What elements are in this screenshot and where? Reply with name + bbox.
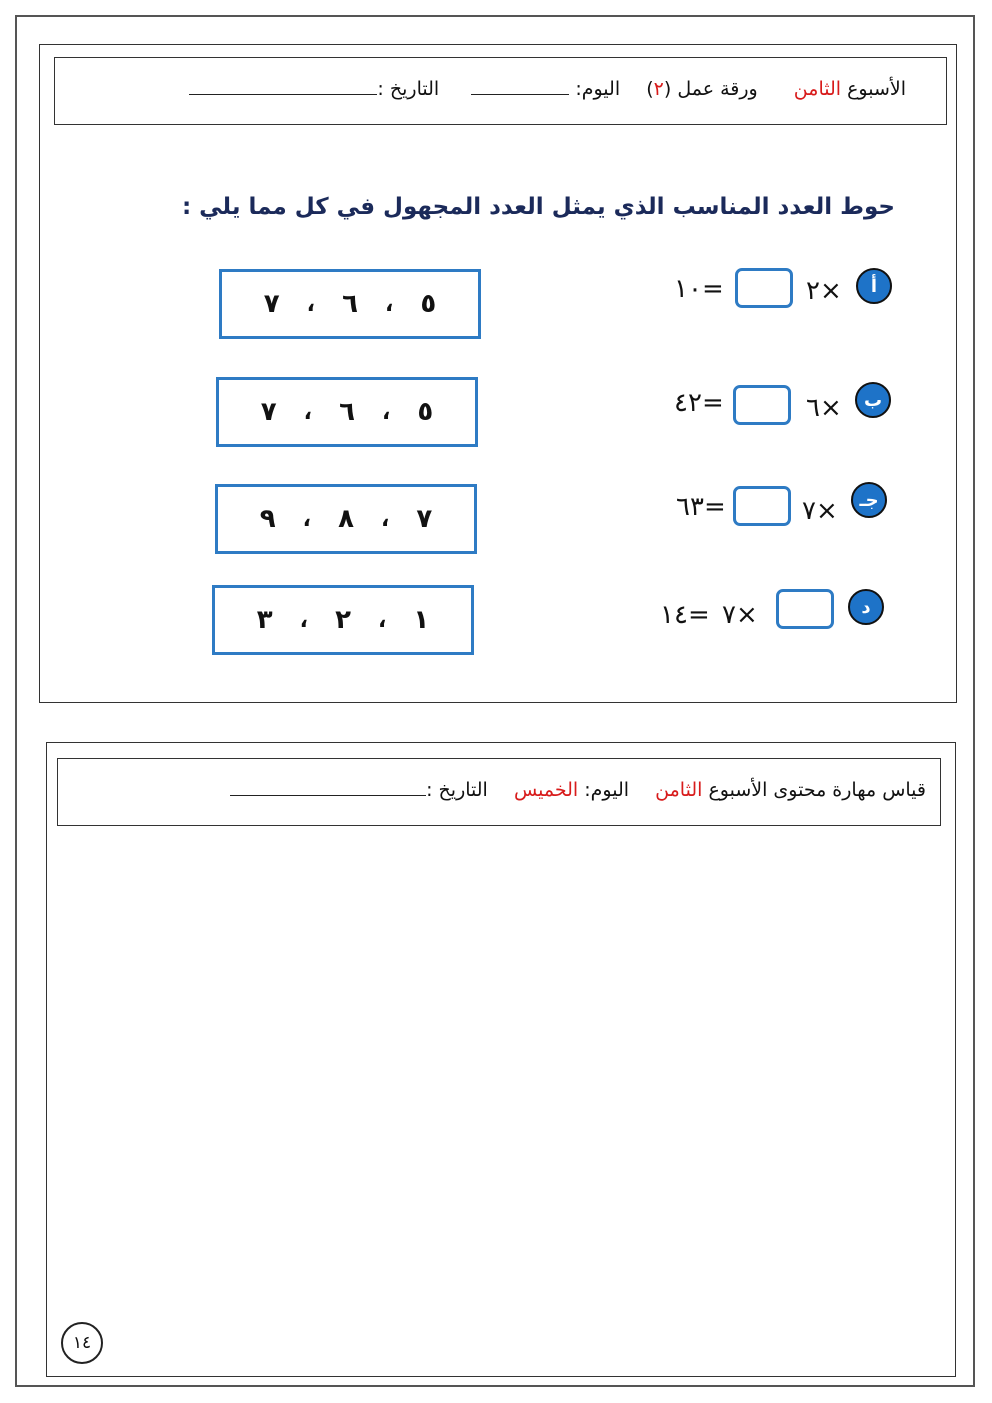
worksheet-header-line bbox=[189, 76, 906, 102]
multiplier-a: ×٢ bbox=[806, 276, 842, 306]
result-d: =١٤ bbox=[660, 600, 710, 630]
choice-separator: ، bbox=[381, 506, 390, 532]
question-label-a: أ bbox=[856, 268, 892, 304]
week-label: الأسبوع bbox=[847, 78, 906, 100]
choice-d-1[interactable]: ١ bbox=[413, 605, 430, 635]
assessment-date-blank[interactable] bbox=[230, 781, 426, 796]
assessment-title: قياس مهارة محتوى الأسبوع bbox=[708, 779, 926, 801]
choice-separator: ، bbox=[302, 506, 311, 532]
multiplier-d: ×٧ bbox=[722, 600, 758, 630]
choices-box-d bbox=[212, 585, 474, 655]
assessment-day-label: اليوم: bbox=[584, 779, 630, 801]
assessment-week-name: الثامن bbox=[655, 779, 703, 801]
multiplier-b: ×٦ bbox=[806, 393, 842, 423]
multiplier-c: ×٧ bbox=[802, 496, 838, 526]
answer-box-c[interactable] bbox=[733, 486, 791, 526]
choice-separator: ، bbox=[378, 607, 387, 633]
choice-c-3[interactable]: ٩ bbox=[259, 504, 276, 534]
choices-box-a bbox=[219, 269, 481, 339]
week-name: الثامن bbox=[793, 78, 842, 100]
choices-box-c bbox=[215, 484, 477, 554]
choice-a-2[interactable]: ٦ bbox=[342, 289, 358, 319]
assessment-panel bbox=[46, 742, 956, 1377]
question-label-b: ب bbox=[855, 382, 891, 418]
choice-a-3[interactable]: ٧ bbox=[263, 289, 280, 319]
date-label: التاريخ : bbox=[377, 78, 440, 100]
assessment-day-value: الخميس bbox=[513, 779, 579, 801]
date-blank[interactable] bbox=[189, 80, 377, 95]
question-label-d: د bbox=[848, 589, 884, 625]
choice-c-2[interactable]: ٨ bbox=[338, 504, 354, 534]
question-label-c: جـ bbox=[851, 482, 887, 518]
choice-separator: ، bbox=[382, 399, 391, 425]
worksheet-open: ( bbox=[663, 78, 672, 100]
choice-a-1[interactable]: ٥ bbox=[420, 289, 437, 319]
result-c: =٦٣ bbox=[676, 492, 726, 522]
assessment-date-label: التاريخ : bbox=[426, 779, 488, 801]
assessment-header-line bbox=[230, 777, 926, 803]
answer-box-b[interactable] bbox=[733, 385, 791, 425]
choice-separator: ، bbox=[303, 399, 312, 425]
choice-d-3[interactable]: ٣ bbox=[256, 605, 273, 635]
choice-separator: ، bbox=[306, 291, 315, 317]
day-label: اليوم: bbox=[575, 78, 621, 100]
choice-separator: ، bbox=[299, 607, 308, 633]
choice-c-1[interactable]: ٧ bbox=[416, 504, 433, 534]
choice-d-2[interactable]: ٢ bbox=[335, 605, 351, 635]
choice-b-2[interactable]: ٦ bbox=[339, 397, 355, 427]
page-number: ١٤ bbox=[61, 1322, 103, 1364]
worksheet-number: ٢ bbox=[653, 78, 664, 100]
answer-box-d[interactable] bbox=[776, 589, 834, 629]
result-b: =٤٢ bbox=[674, 388, 724, 418]
worksheet-close: ) bbox=[646, 78, 654, 100]
worksheet-label: ورقة عمل bbox=[677, 78, 758, 100]
result-a: =١٠ bbox=[674, 274, 724, 304]
answer-box-a[interactable] bbox=[735, 268, 793, 308]
choice-separator: ، bbox=[385, 291, 394, 317]
choice-b-1[interactable]: ٥ bbox=[417, 397, 434, 427]
day-blank[interactable] bbox=[471, 80, 569, 95]
choice-b-3[interactable]: ٧ bbox=[260, 397, 277, 427]
instruction-text: حوط العدد المناسب الذي يمثل العدد المجهول في كل مما يلي : bbox=[181, 194, 895, 220]
choices-box-b bbox=[216, 377, 478, 447]
